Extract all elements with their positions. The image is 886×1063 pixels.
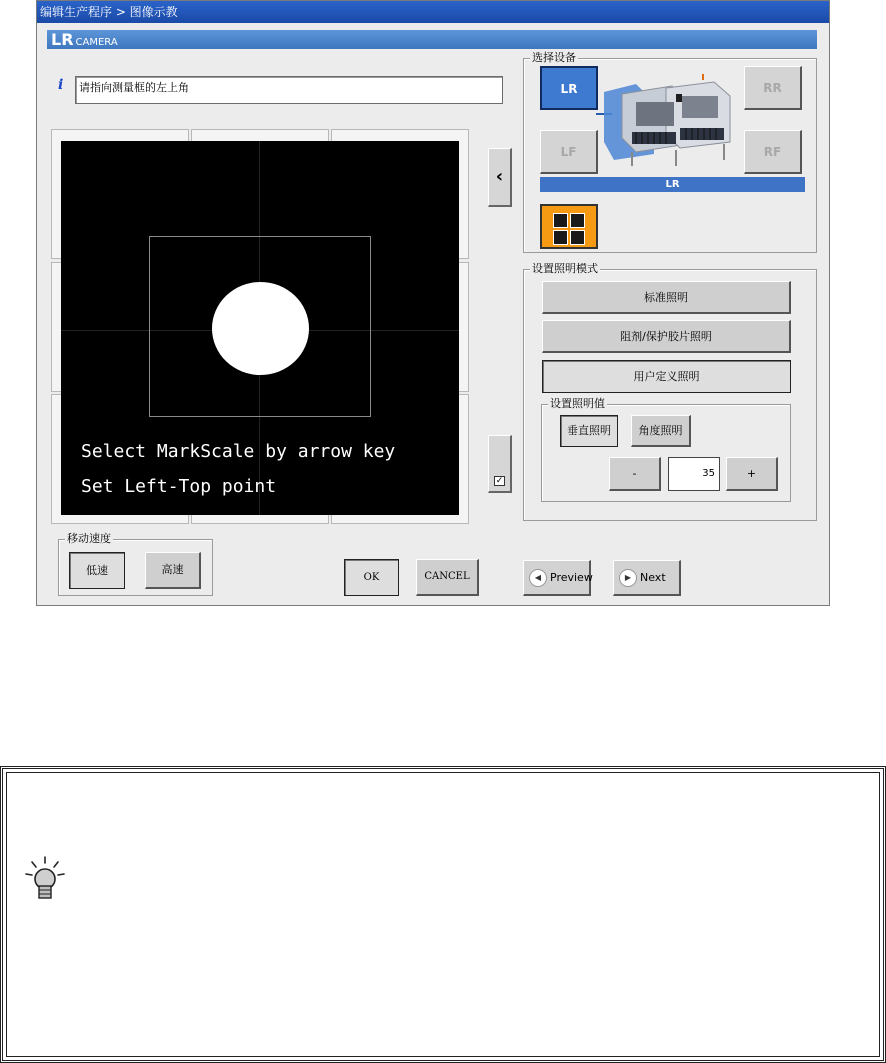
selected-device-bar: LR — [540, 177, 805, 192]
custom-lighting-button[interactable]: 用户定义照明 — [542, 360, 791, 393]
teaching-window — [36, 0, 830, 606]
machine-image — [596, 72, 734, 170]
quad-view-button[interactable] — [540, 204, 598, 249]
next-button[interactable] — [613, 560, 681, 596]
lightbulb-icon — [23, 855, 67, 903]
lighting-value-label: 设置照明值 — [550, 397, 605, 410]
camera-lf-button[interactable]: LF — [540, 130, 598, 174]
arrow-right-icon: ▶ — [619, 569, 637, 587]
standard-lighting-button[interactable]: 标准照明 — [542, 281, 791, 314]
lighting-value-group — [541, 397, 791, 502]
cancel-button[interactable]: CANCEL — [416, 559, 479, 596]
tip-panel-border — [6, 772, 880, 1057]
lighting-mode-group — [523, 262, 817, 521]
arrow-left-icon: ◀ — [529, 569, 547, 587]
camera-lr-button[interactable]: LR — [540, 66, 598, 110]
preview-button-label: Preview — [550, 571, 593, 584]
move-speed-group — [58, 532, 213, 596]
camera-preview[interactable] — [61, 141, 459, 515]
window-title: 编辑生产程序 > 图像示教 — [37, 1, 829, 23]
grid-quad-icon — [570, 213, 585, 228]
lighting-value-field[interactable]: 35 — [668, 457, 720, 491]
camera-subtitle: CAMERA — [75, 37, 118, 48]
instruction-message: 请指向测量框的左上角 — [75, 76, 503, 104]
fiducial-mark — [212, 282, 309, 375]
lighting-mode-label: 设置照明模式 — [532, 262, 598, 275]
increase-button[interactable]: + — [726, 457, 778, 491]
ok-button[interactable]: OK — [344, 559, 399, 596]
next-button-label: Next — [640, 571, 666, 584]
chevron-left-icon: ‹ — [495, 166, 504, 187]
angle-lighting-button[interactable]: 角度照明 — [631, 415, 691, 447]
confirm-toggle-button[interactable] — [488, 435, 512, 493]
checkbox-icon: ✓ — [495, 476, 504, 486]
collapse-arrow-button[interactable] — [488, 148, 512, 207]
info-icon: i — [58, 77, 64, 93]
grid-quad-icon — [553, 213, 568, 228]
preview-button[interactable] — [523, 560, 591, 596]
camera-name: LR — [51, 30, 74, 49]
grid-quad-icon — [570, 230, 585, 245]
resist-lighting-button[interactable]: 阻剂/保护胶片照明 — [542, 320, 791, 353]
device-select-group — [523, 51, 817, 253]
grid-quad-icon — [553, 230, 568, 245]
device-select-label: 选择设备 — [532, 51, 576, 64]
camera-header — [47, 30, 817, 49]
preview-instruction-1: Select MarkScale by arrow key — [81, 441, 396, 462]
decrease-button[interactable]: - — [609, 457, 661, 491]
move-speed-label: 移动速度 — [67, 532, 111, 545]
camera-rf-button[interactable]: RF — [744, 130, 802, 174]
tip-panel — [0, 766, 886, 1063]
low-speed-button[interactable]: 低速 — [69, 552, 125, 589]
high-speed-button[interactable]: 高速 — [145, 552, 201, 589]
preview-instruction-2: Set Left-Top point — [81, 476, 277, 497]
camera-rr-button[interactable]: RR — [744, 66, 802, 110]
vertical-lighting-button[interactable]: 垂直照明 — [560, 415, 618, 447]
